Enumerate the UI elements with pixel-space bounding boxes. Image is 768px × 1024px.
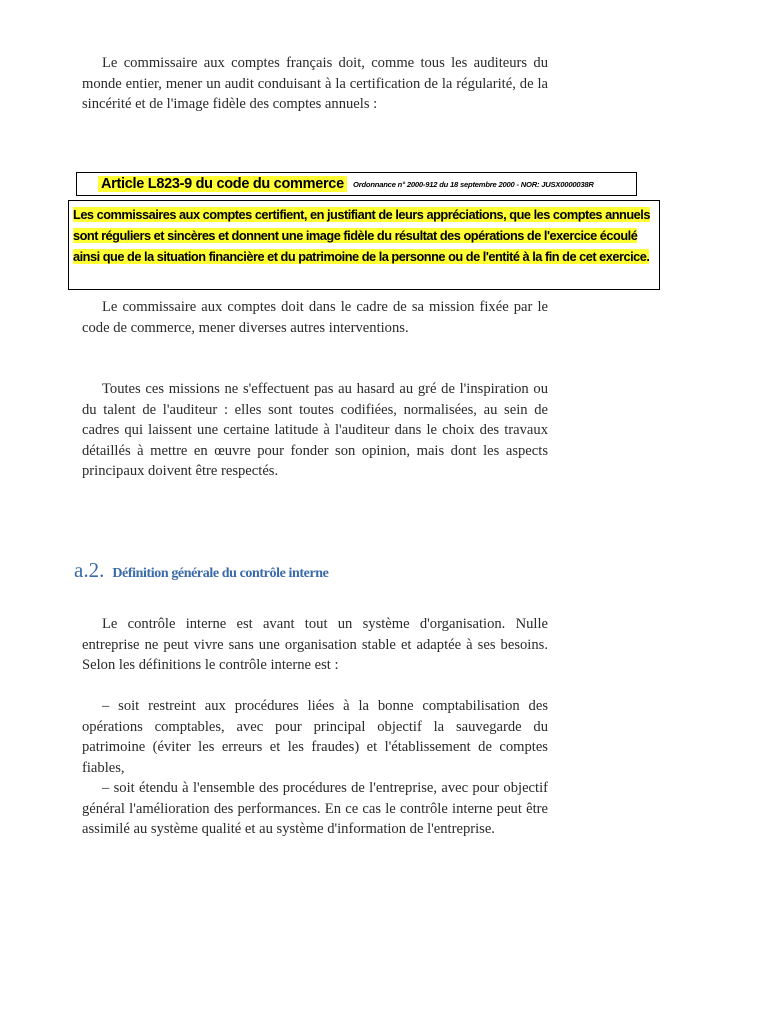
codification-paragraph: Toutes ces missions ne s'effectuent pas au hasard au gré de l'inspiration ou du talent de l'auditeur : elles sont toutes codifiées, normalisées, au sein de cadres qui laissent une certaine latitude à l'auditeur dans le choix des travaux détaillés à mettre en œuvre pour fonder son opinion, mais dont les aspects principaux doivent être respectés. xyxy=(82,381,548,479)
restricted-definition-item: – soit restreint aux procédures liées à la bonne comptabilisation des opérations comptables, avec pour principal objectif la sauvegarde du patrimoine (éviter les erreurs et les fraudes) et l'établissement de comptes fiables, xyxy=(82,698,548,776)
internal-control-paragraph: Le contrôle interne est avant tout un système d'organisation. Nulle entreprise ne peut vivre sans une organisation stable et adaptée à ses besoins. Selon les définitions le contrôle interne est : xyxy=(82,616,548,673)
section-title: Définition générale du contrôle interne xyxy=(112,566,329,581)
article-reference: Ordonnance n° 2000-912 du 18 septembre 2000 - NOR: JUSX0000038R xyxy=(353,180,594,189)
extended-definition-item: – soit étendu à l'ensemble des procédures de l'entreprise, avec pour objectif général l'amélioration des performances. En ce cas le contrôle interne peut être assimilé au système qualité et au système d'information de l'entreprise. xyxy=(82,780,548,837)
missions-paragraph: Le commissaire aux comptes doit dans le cadre de sa mission fixée par le code de commerce, mener diverses autres interventions. xyxy=(82,299,548,336)
article-title: Article L823-9 du code du commerce xyxy=(98,176,347,192)
section-heading xyxy=(74,558,328,583)
intro-paragraph: Le commissaire aux comptes français doit, comme tous les auditeurs du monde entier, mener un audit conduisant à la certification de la régularité, de la sincérité et de l'image fidèle des comptes annuels : xyxy=(82,55,548,112)
article-header-box xyxy=(76,172,637,196)
article-text: Les commissaires aux comptes certifient, en justifiant de leurs appréciations, que les comptes annuels sont réguliers et sincères et donnent une image fidèle du résultat des opérations de l'exercice écoulé ainsi que de la situation financière et du patrimoine de la personne ou de l'entité à la fin de cet exercice. xyxy=(73,207,650,264)
section-number: a.2. xyxy=(74,558,105,582)
article-quote-box xyxy=(68,200,660,290)
